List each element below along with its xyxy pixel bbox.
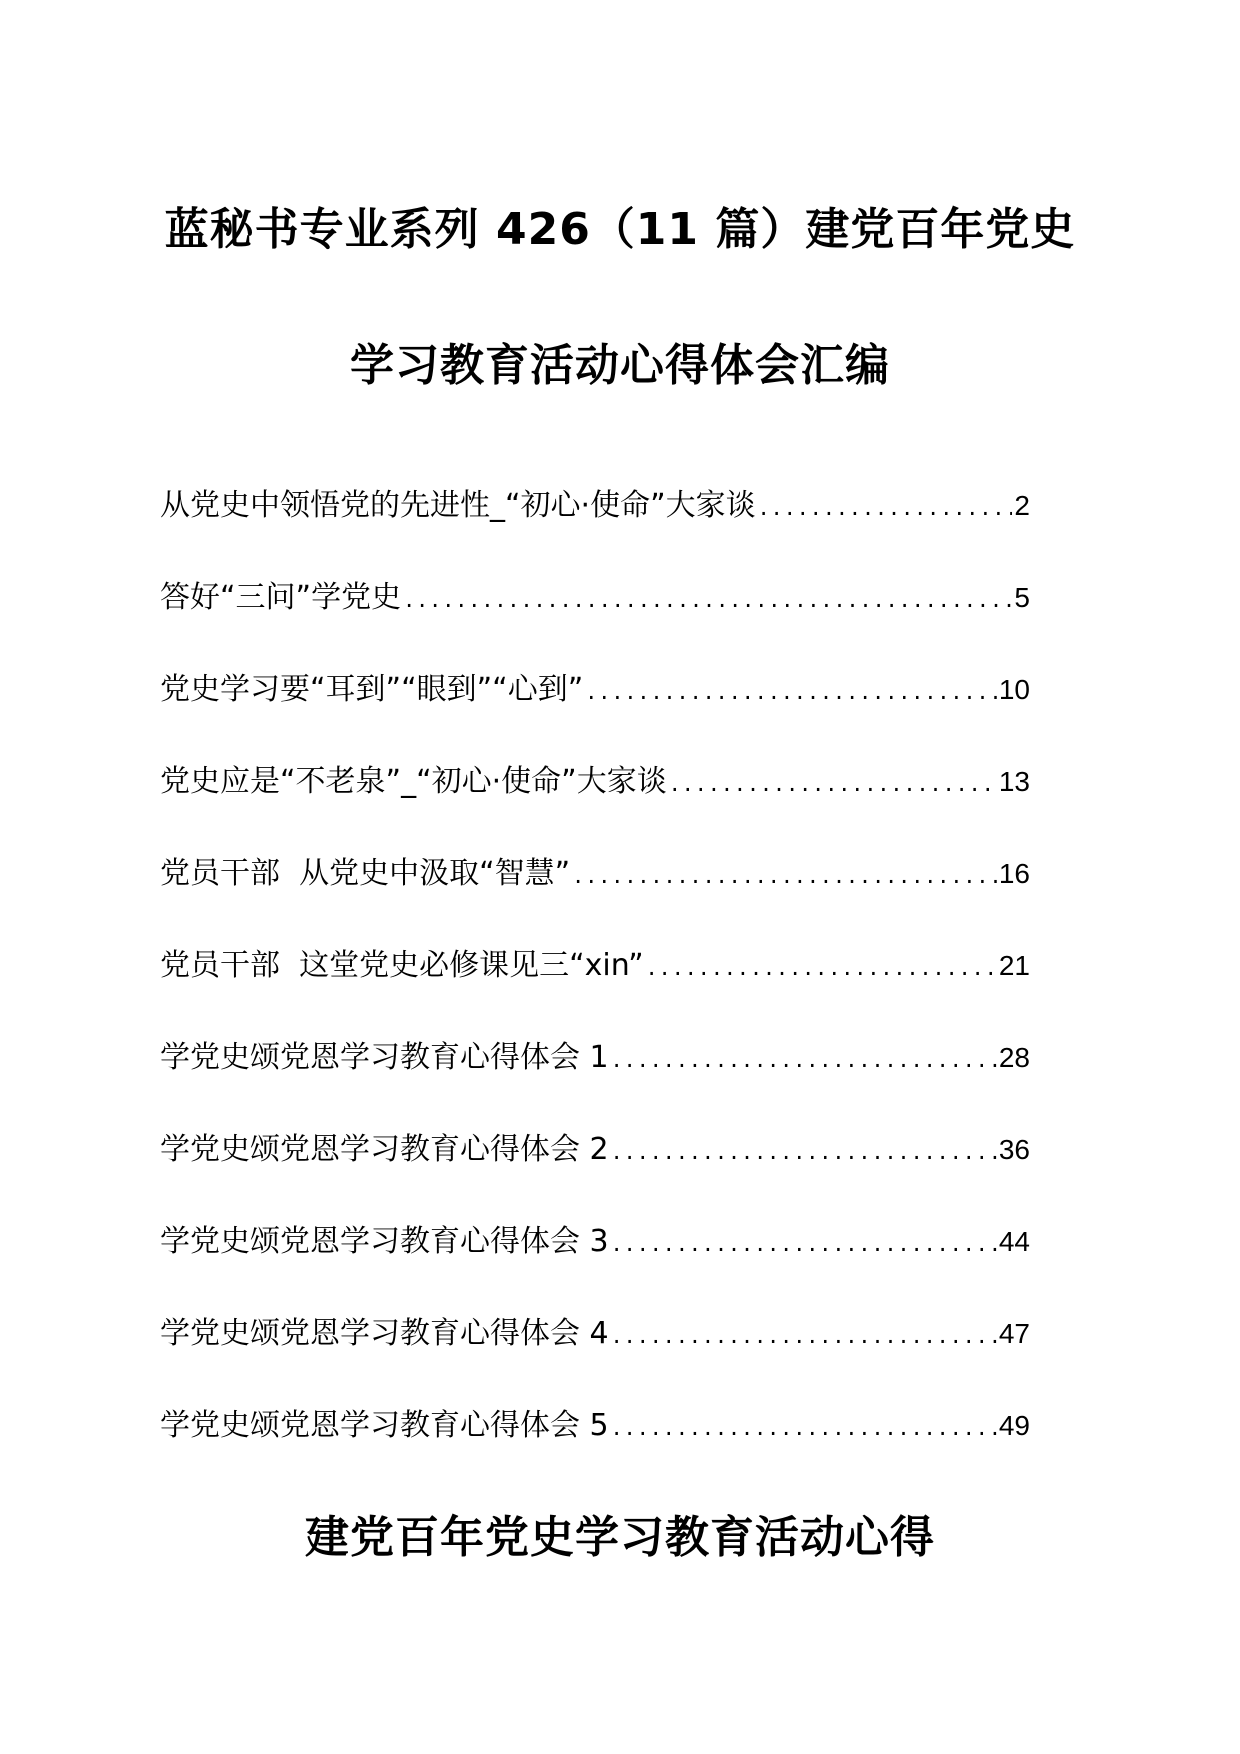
toc-dot-leader	[611, 1220, 997, 1268]
toc-entry-title: 学党史颂党恩学习教育心得体会 1	[160, 1040, 609, 1075]
toc-entry[interactable]	[160, 1034, 1030, 1082]
toc-dot-leader	[669, 760, 997, 808]
toc-entry-title: 党员干部 这堂党史必修课见三“xin”	[160, 948, 644, 983]
toc-entry[interactable]	[160, 850, 1030, 898]
document-title-line-2: 学习教育活动心得体会汇编	[350, 340, 890, 391]
toc-entry-page: 28	[998, 1042, 1030, 1073]
toc-dot-leader	[611, 1128, 997, 1176]
toc-entry-title: 党史应是“不老泉”_“初心·使命”大家谈	[160, 764, 667, 799]
toc-entry-title: 答好“三问”学党史	[160, 580, 402, 615]
toc-entry-title: 党史学习要“耳到”“眼到”“心到”	[160, 672, 584, 707]
document-title-line-1: 蓝秘书专业系列 426（11 篇）建党百年党史	[164, 204, 1076, 255]
toc-entry[interactable]	[160, 942, 1030, 990]
toc-entry-page: 47	[998, 1318, 1030, 1349]
toc-entry[interactable]	[160, 666, 1030, 714]
toc-entry-title: 学党史颂党恩学习教育心得体会 4	[160, 1316, 609, 1351]
toc-dot-leader	[585, 668, 997, 716]
toc-entry-page: 49	[998, 1410, 1030, 1441]
toc-entry-page: 13	[998, 766, 1030, 797]
toc-dot-leader	[611, 1404, 997, 1452]
toc-entry[interactable]	[160, 758, 1030, 806]
toc-dot-leader	[572, 852, 997, 900]
toc-entry[interactable]	[160, 1310, 1030, 1358]
toc-entry-title: 从党史中领悟党的先进性_“初心·使命”大家谈	[160, 488, 756, 523]
toc-entry-page: 16	[998, 858, 1030, 889]
toc-entry[interactable]	[160, 1126, 1030, 1174]
toc-entry-page: 2	[1014, 490, 1030, 521]
toc-entry-title: 学党史颂党恩学习教育心得体会 2	[160, 1132, 609, 1167]
toc-entry[interactable]	[160, 1402, 1030, 1450]
toc-entry[interactable]	[160, 1218, 1030, 1266]
toc-entry[interactable]	[160, 574, 1030, 622]
toc-entry-page: 44	[998, 1226, 1030, 1257]
toc-dot-leader	[611, 1036, 997, 1084]
toc-entry[interactable]	[160, 482, 1030, 530]
toc-entry-title: 党员干部 从党史中汲取“智慧”	[160, 856, 571, 891]
toc-entry-page: 36	[998, 1134, 1030, 1165]
toc-dot-leader	[611, 1312, 997, 1360]
toc-entry-page: 5	[1014, 582, 1030, 613]
toc-entry-title: 学党史颂党恩学习教育心得体会 3	[160, 1224, 609, 1259]
toc-entry-page: 21	[998, 950, 1030, 981]
toc-dot-leader	[646, 944, 997, 992]
section-heading: 建党百年党史学习教育活动心得	[305, 1512, 935, 1563]
toc-dot-leader	[758, 484, 1013, 532]
toc-entry-page: 10	[998, 674, 1030, 705]
toc-entry-title: 学党史颂党恩学习教育心得体会 5	[160, 1408, 609, 1443]
toc-dot-leader	[403, 576, 1012, 624]
